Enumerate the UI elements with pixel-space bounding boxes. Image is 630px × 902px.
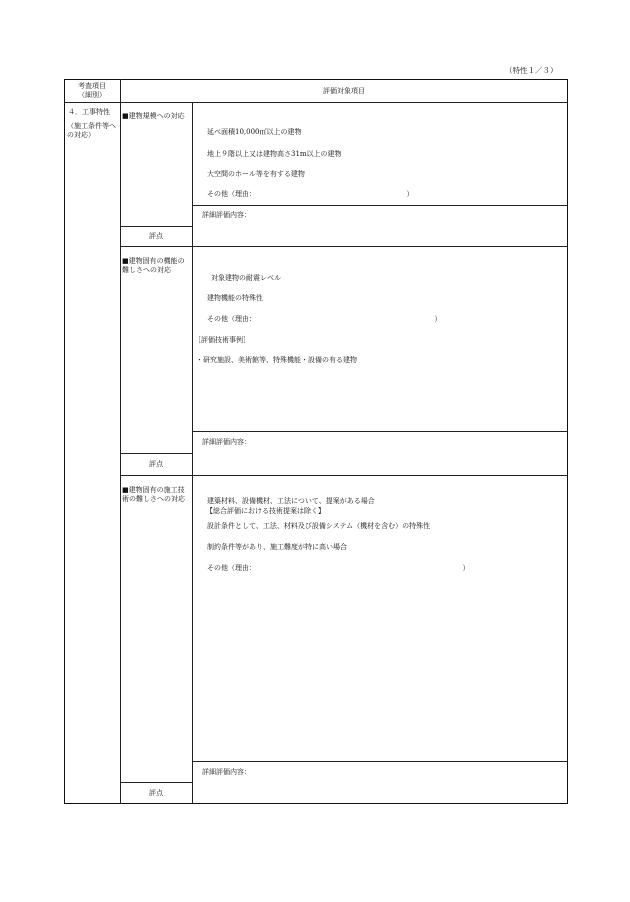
section2-example-text: ・研究施設、美術館等、特殊機能・設備の有る建物 <box>196 356 357 364</box>
section1-item-floor-area: 延べ面積10,000㎡以上の建物 <box>207 128 302 136</box>
section2-example-heading: ［評価技術事例］ <box>194 336 250 344</box>
section1-title: ■建物規模への対応 <box>122 112 185 120</box>
section3-title-divider <box>192 476 193 803</box>
section2-title-divider <box>192 247 193 475</box>
table-left-border <box>64 79 65 804</box>
section3-item-proposal-note: 【総合評価における技術提案は除く】 <box>206 507 325 515</box>
section2-item-other: その他（理由： ） <box>207 315 442 323</box>
section3-score-label: 評点 <box>149 789 163 797</box>
section2-detail-label: 詳細評価内容： <box>202 438 251 446</box>
section3-title: ■建物固有の施工技術の難しさへの対応 <box>122 486 185 504</box>
section1-item-large-hall: 大空間のホール等を有する建物 <box>207 170 305 178</box>
category-label: ４．工事特性 <box>68 108 110 116</box>
section2-title: ■建物固有の機能の難しさへの対応 <box>122 257 185 275</box>
section1-item-height: 地上９階以上又は建物高さ31m以上の建物 <box>207 150 342 158</box>
section1-detail-line <box>192 205 568 206</box>
section3-item-design-conditions: 設計条件として、工法、材料及び設備システム（機材を含む）の特殊性 <box>207 522 431 530</box>
header-separator <box>64 102 568 103</box>
section3-score-line <box>120 782 193 783</box>
category-sub: （施工条件等への対応） <box>67 122 116 140</box>
section3-detail-label: 詳細評価内容： <box>202 768 251 776</box>
section3-item-constraints: 制約条件等があり、施工難度が特に高い場合 <box>207 543 347 551</box>
section1-end-line <box>120 246 568 247</box>
section2-item-function: 建物機能の特殊性 <box>207 294 263 302</box>
section2-end-line <box>120 475 568 476</box>
table-bottom-border <box>64 803 568 804</box>
column-divider-main <box>120 79 121 804</box>
section1-title-divider <box>192 103 193 246</box>
page-reference: （特性１／３） <box>505 66 558 75</box>
section1-item-other: その他（理由： ） <box>207 190 414 198</box>
header-col1-sub: （細別） <box>78 91 106 99</box>
table-top-border <box>64 79 568 80</box>
section3-item-proposal: 建築材料、設備機材、工法について、提案がある場合 <box>207 497 375 505</box>
header-col2-title: 評価対象項目 <box>323 87 365 95</box>
table-right-border <box>567 79 568 804</box>
section3-item-other: その他（理由： ） <box>207 564 470 572</box>
section1-detail-label: 詳細評価内容： <box>202 211 251 219</box>
section2-detail-line <box>192 431 568 432</box>
section1-score-label: 評点 <box>149 232 163 240</box>
section2-score-line <box>120 453 193 454</box>
section3-detail-line <box>192 761 568 762</box>
section2-item-seismic: 対象建物の耐震レベル <box>211 274 281 282</box>
section2-score-label: 評点 <box>149 460 163 468</box>
section1-score-line <box>120 226 193 227</box>
header-col1-title: 考査項目 <box>78 82 106 90</box>
